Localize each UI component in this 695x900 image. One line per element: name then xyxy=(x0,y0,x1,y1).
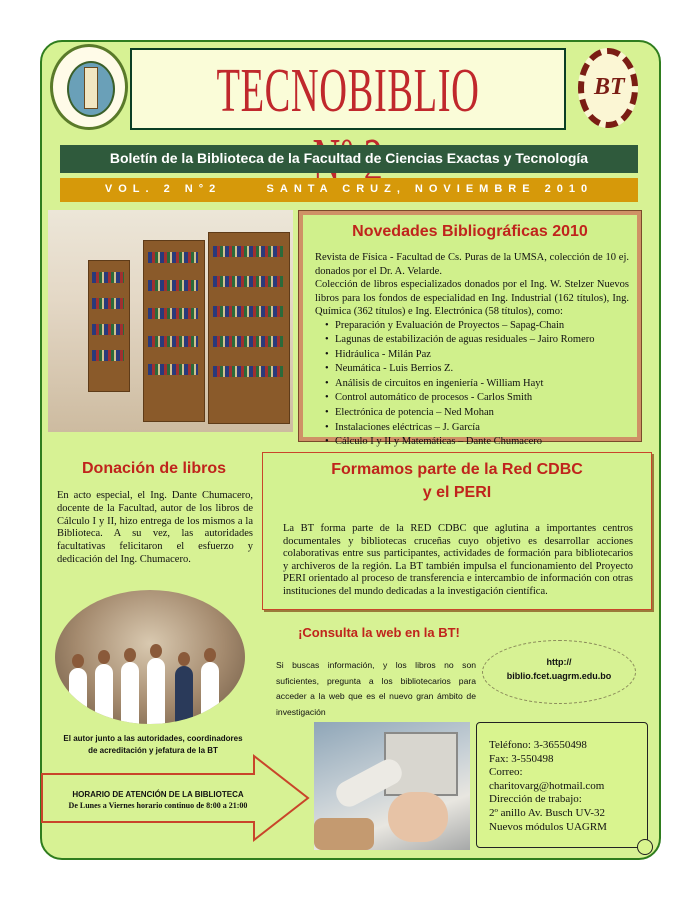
web-url[interactable] xyxy=(483,655,635,683)
hand-shape xyxy=(314,818,374,850)
photo-caption-line-2: de acreditación y jefatura de la BT xyxy=(88,746,218,755)
donacion-title: Donación de libros xyxy=(81,460,226,477)
contact-info xyxy=(489,739,607,834)
book-row xyxy=(92,272,124,283)
book-row xyxy=(148,252,198,263)
list-item: • Análisis de circuitos en ingeniería - William Hayt xyxy=(325,377,629,392)
novedades-list xyxy=(315,319,629,450)
book-row xyxy=(213,366,283,377)
horario-title: HORARIO DE ATENCIÓN DE LA BIBLIOTECA xyxy=(72,790,244,799)
book-row xyxy=(148,280,198,291)
novedades-title: Novedades Bibliográficas 2010 xyxy=(352,223,588,240)
red-title-line-2: y el PERI xyxy=(422,484,492,501)
person-head xyxy=(124,648,136,662)
photo-caption-line-1: El autor junto a las autoridades, coordinadores xyxy=(63,734,243,743)
book-row xyxy=(213,246,283,257)
book-row xyxy=(213,306,283,317)
list-item: • Control automático de procesos - Carlos Smith xyxy=(325,391,629,406)
list-item: • Preparación y Evaluación de Proyectos – Sapag-Chain xyxy=(325,319,629,334)
red-title-line-1: Formamos parte de la Red CDBC xyxy=(331,461,583,478)
person-head xyxy=(178,652,190,666)
novedades-paragraph-2: Colección de libros especializados donados por el Ing. W. Stelzer Nuevos libros para los fondos de especialidad en Ing. Industrial (162 títulos), Ing. Química (362 títulos) e Ing. Electrónica (58 títulos), como: xyxy=(315,279,629,317)
bookshelf xyxy=(143,240,205,422)
book-row xyxy=(213,276,283,287)
contact-mail[interactable]: charitovarg@hotmail.com xyxy=(489,779,605,792)
horario-text: De Lunes a Viernes horario continuo de 8:00 a 21:00 xyxy=(68,801,248,810)
list-item: • Neumática - Luis Berrios Z. xyxy=(325,362,629,377)
novedades-text xyxy=(315,251,629,450)
person-figure xyxy=(175,666,193,724)
contact-address-line-1: 2º anillo Av. Busch UV-32 xyxy=(489,806,606,819)
book-row xyxy=(148,308,198,319)
book-row xyxy=(213,336,283,347)
list-item: • Electrónica de potencia – Ned Mohan xyxy=(325,406,629,421)
book-row xyxy=(148,364,198,375)
list-item: • Lagunas de estabilización de aguas residuales – Jairo Romero xyxy=(325,333,629,348)
book-row xyxy=(92,350,124,361)
hand-shape xyxy=(388,792,448,842)
barcode-scanner-photo xyxy=(314,722,470,850)
list-item: • Cálculo I y II y Matemáticas – Dante Chumacero xyxy=(325,435,629,450)
person-figure xyxy=(69,668,87,724)
newsletter-title: TECNOBIBLIO xyxy=(216,57,480,125)
volume-date-line: VOL. 2 N°2 SANTA CRUZ, NOVIEMBRE 2010 xyxy=(104,183,594,195)
person-figure xyxy=(201,662,219,724)
web-url-line-2[interactable]: biblio.fcet.uagrm.edu.bo xyxy=(506,671,612,681)
newsletter-subtitle: Boletín de la Biblioteca de la Facultad de Ciencias Exactas y Tecnología xyxy=(109,150,589,166)
person-figure xyxy=(147,658,165,724)
web-url-oval xyxy=(482,640,636,704)
library-shelves-photo xyxy=(48,210,293,432)
bookshelf xyxy=(208,232,290,424)
novedades-box xyxy=(298,210,642,448)
novedades-paragraph-1: Revista de Física - Facultad de Cs. Puras de la UMSA, colección de 10 ej. donados por el Dr. A. Velarde. xyxy=(315,252,629,277)
contact-mail-label: Correo: xyxy=(489,766,523,779)
person-head xyxy=(98,650,110,664)
web-title: ¡Consulta la web en la BT! xyxy=(298,625,460,640)
person-head xyxy=(204,648,216,662)
person-head xyxy=(72,654,84,668)
contact-scroll xyxy=(476,722,648,848)
subtitle-bar xyxy=(60,145,638,173)
contact-address-line-2: Nuevos módulos UAGRM xyxy=(489,820,607,833)
book-row xyxy=(92,298,124,309)
seal-tower-icon xyxy=(84,67,98,109)
contact-fax: Fax: 3-550498 xyxy=(489,752,554,765)
person-head xyxy=(150,644,162,658)
list-item: • Instalaciones eléctricas – J. García xyxy=(325,421,629,436)
bt-logo-text: BT xyxy=(594,74,625,100)
donacion-text: En acto especial, el Ing. Dante Chumacero, docente de la Facultad, autor de los libros de Cálculo I y II, hizo entrega de los mismos a la Biblioteca. A su vez, las autoridades facultativas felicitaron el esfuerzo y dedicación del Ing. Chumacero. xyxy=(57,490,253,565)
red-text: La BT forma parte de la RED CDBC que aglutina a importantes centros documentales y bibliotecas cruceñas cuyo objetivo es desarrollar acciones colaborativas entre sus participantes, actividades de formación para bibliotecarios y archiveros de la región. La BT también impulsa el funcionamiento del Proyecto PERI orientado al proceso de transferencia e intercambio de información con otras instituciones del mundo dedicadas a la investigación científica. xyxy=(283,523,633,597)
contact-address-label: Dirección de trabajo: xyxy=(489,793,582,806)
person-figure xyxy=(95,664,113,724)
red-cdbc-box xyxy=(262,452,652,610)
person-figure xyxy=(121,662,139,724)
book-row xyxy=(148,336,198,347)
red-title xyxy=(263,458,651,504)
list-item: • Hidráulica - Milán Paz xyxy=(325,348,629,363)
web-url-line-1[interactable]: http:// xyxy=(546,657,572,667)
library-gear-logo xyxy=(578,48,638,128)
book-row xyxy=(92,324,124,335)
group-photo xyxy=(55,590,245,724)
novedades-inner xyxy=(303,215,637,448)
volume-bar xyxy=(60,178,638,202)
title-box xyxy=(130,48,566,130)
contact-phone: Teléfono: 3-36550498 xyxy=(489,739,587,751)
university-seal-logo xyxy=(50,44,128,130)
web-text: Si buscas información, y los libros no son suficientes, pregunta a los bibliotecarios para acceder a la web que es el nuevo gran ámbito de investigación xyxy=(276,660,476,717)
